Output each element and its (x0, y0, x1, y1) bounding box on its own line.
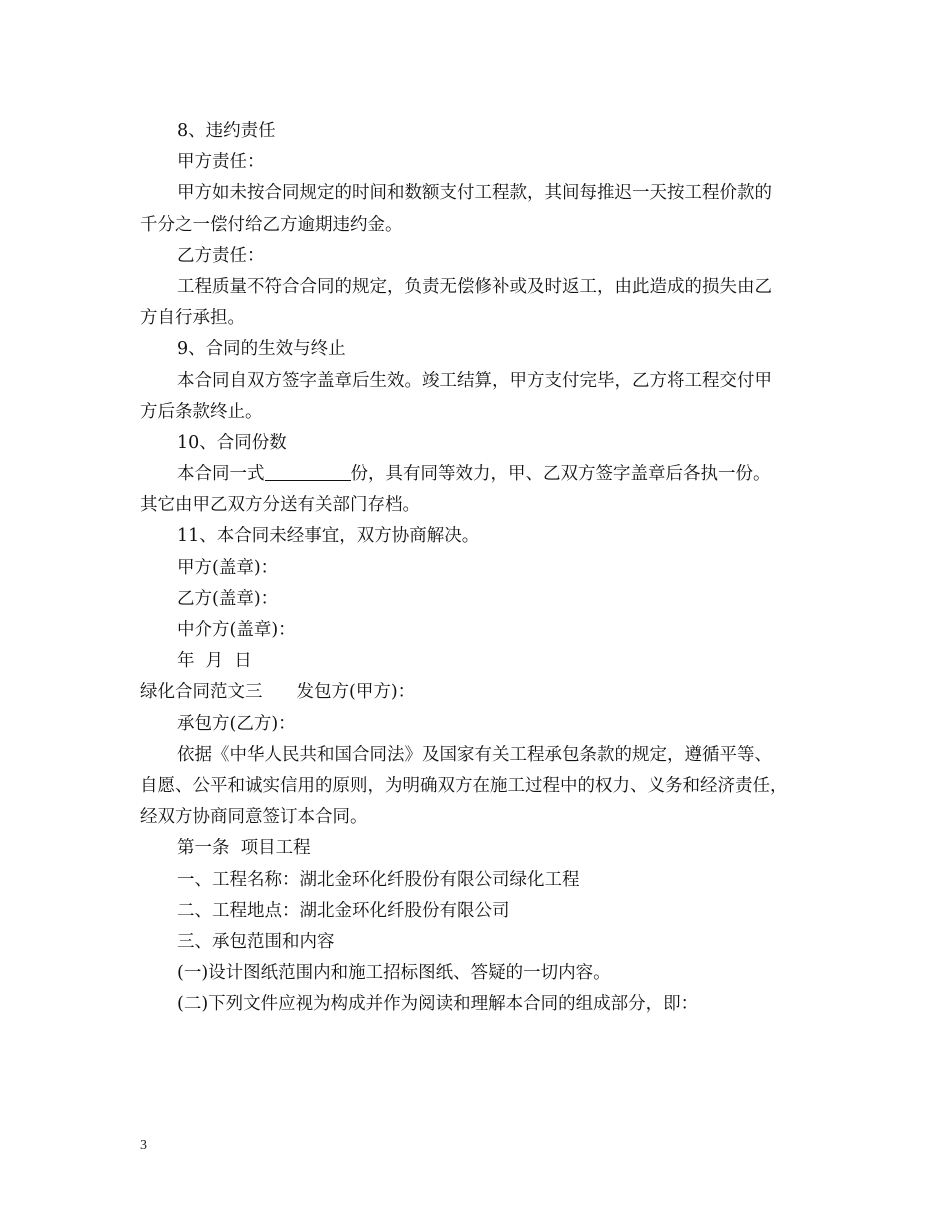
party-b-liability-label: 乙方责任： (177, 245, 265, 266)
paragraph-line: 依据《中华人民共和国合同法》及国家有关工程承包条款的规定，遵循平等、 (177, 744, 772, 765)
paragraph-line: 本合同自双方签字盖章后生效。竣工结算，甲方支付完毕，乙方将工程交付甲 (177, 370, 772, 391)
paragraph-line: 甲方如未按合同规定的时间和数额支付工程款，其间每推迟一天按工程价款的 (177, 183, 772, 204)
paragraph-line: 方自行承担。 (140, 308, 245, 329)
project-name: 一、工程名称：湖北金环化纤股份有限公司绿化工程 (177, 869, 580, 890)
article-heading: 第一条 项目工程 (177, 838, 311, 859)
copies-blank-field (265, 461, 351, 481)
paragraph-line: 其它由甲乙双方分送有关部门存档。 (140, 495, 420, 516)
section-heading-effect: 9、合同的生效与终止 (177, 339, 346, 360)
project-location: 二、工程地点：湖北金环化纤股份有限公司 (177, 900, 510, 921)
section-heading-misc: 11、本合同未经事宜，双方协商解决。 (177, 526, 480, 547)
paragraph-line: 方后条款终止。 (140, 401, 263, 422)
section-heading-liability: 8、违约责任 (177, 121, 276, 141)
contract-title: 绿化合同范文三 (140, 682, 263, 703)
paragraph-line: 经双方协商同意签订本合同。 (140, 807, 368, 828)
party-a-liability-label: 甲方责任： (177, 152, 265, 173)
page-number: 3 (140, 1138, 147, 1153)
paragraph-line: 工程质量不符合合同的规定，负责无偿修补或及时返工，由此造成的损失由乙 (177, 276, 772, 297)
document-body (140, 116, 830, 1020)
paragraph-line-copies (140, 459, 830, 490)
copies-text-after: 份，具有同等效力，甲、乙双方签字盖章后各执一份。 (350, 464, 771, 485)
contract-title-line (140, 677, 830, 708)
contractor-label: 承包方(乙方)： (177, 713, 296, 734)
date-line: 年 月 日 (177, 651, 252, 672)
scope-item-2: (二)下列文件应视为构成并作为阅读和理解本合同的组成部分，即： (177, 994, 699, 1015)
paragraph-line: 千分之一偿付给乙方逾期违约金。 (140, 214, 403, 235)
copies-text-before: 本合同一式 (177, 464, 265, 485)
signature-party-b: 乙方(盖章)： (177, 588, 279, 609)
signature-intermediary: 中介方(盖章)： (177, 620, 296, 640)
employer-label: 发包方(甲方)： (296, 682, 416, 703)
section-heading-copies: 10、合同份数 (177, 432, 287, 453)
scope-item-1: (一)设计图纸范围内和施工招标图纸、答疑的一切内容。 (177, 963, 611, 984)
paragraph-line: 自愿、公平和诚实信用的原则，为明确双方在施工过程中的权力、义务和经济责任， (140, 775, 788, 796)
signature-party-a: 甲方(盖章)： (177, 557, 279, 578)
scope-heading: 三、承包范围和内容 (177, 931, 335, 952)
